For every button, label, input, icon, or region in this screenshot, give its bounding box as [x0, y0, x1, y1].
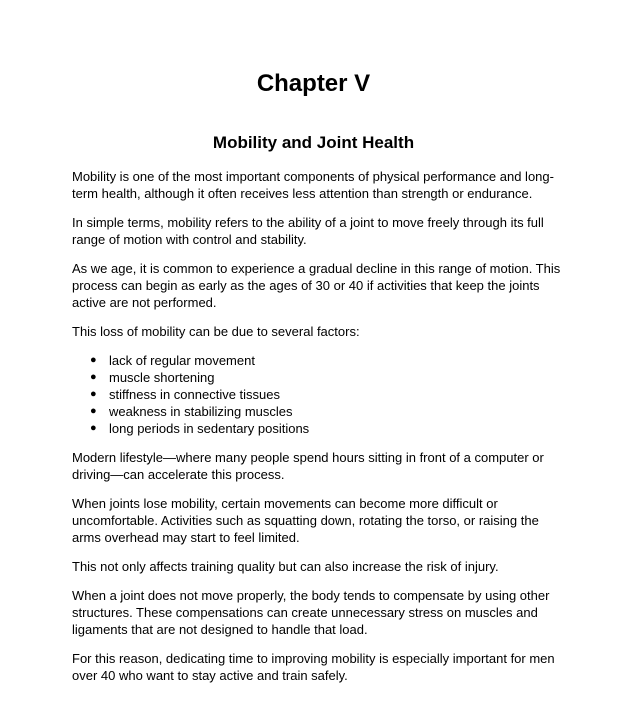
- section-title: Mobility and Joint Health: [212, 133, 415, 152]
- list-item-text: stiffness in connective tissues: [109, 387, 281, 402]
- bullet-icon: ●: [90, 405, 97, 417]
- chapter-title: Chapter V: [256, 70, 371, 97]
- paragraph: As we age, it is common to experience a gradual decline in this range of motion. This process can begin as early as the ages of 30 or 40 if activities that keep the joints active are not performed.: [72, 261, 561, 310]
- paragraph: Mobility is one of the most important components of physical performance and long-term health, although it often receives less attention than strength or endurance.: [72, 169, 554, 201]
- list-item-text: muscle shortening: [109, 370, 215, 385]
- paragraph: This not only affects training quality but can also increase the risk of injury.: [72, 559, 499, 574]
- list-item-text: long periods in sedentary positions: [109, 421, 310, 436]
- list-item: [90, 386, 562, 403]
- list-item: [90, 352, 562, 369]
- paragraph: When a joint does not move properly, the body tends to compensate by using other structures. These compensations can create unnecessary stress on muscles and ligaments that are not designed to handle that load.: [72, 588, 550, 637]
- list-item-text: lack of regular movement: [109, 353, 255, 368]
- paragraph: For this reason, dedicating time to improving mobility is especially important for men over 40 who want to stay active and train safely.: [72, 651, 555, 683]
- factors-list: [72, 352, 562, 437]
- paragraph: Modern lifestyle—where many people spend hours sitting in front of a computer or driving—can accelerate this process.: [72, 450, 544, 482]
- list-item: [90, 420, 562, 437]
- paragraph: In simple terms, mobility refers to the ability of a joint to move freely through its full range of motion with control and stability.: [72, 215, 544, 247]
- bullet-icon: ●: [90, 371, 97, 383]
- body-content: [72, 168, 562, 696]
- bullet-icon: ●: [90, 388, 97, 400]
- bullet-icon: ●: [90, 354, 97, 366]
- list-item: [90, 369, 562, 386]
- paragraph: When joints lose mobility, certain movements can become more difficult or uncomfortable. Activities such as squatting down, rotating the torso, or raising the arms overhead may start to feel limited.: [72, 496, 539, 545]
- paragraph: This loss of mobility can be due to several factors:: [72, 324, 360, 339]
- list-item-text: weakness in stabilizing muscles: [109, 404, 293, 419]
- bullet-icon: ●: [90, 422, 97, 434]
- list-item: [90, 403, 562, 420]
